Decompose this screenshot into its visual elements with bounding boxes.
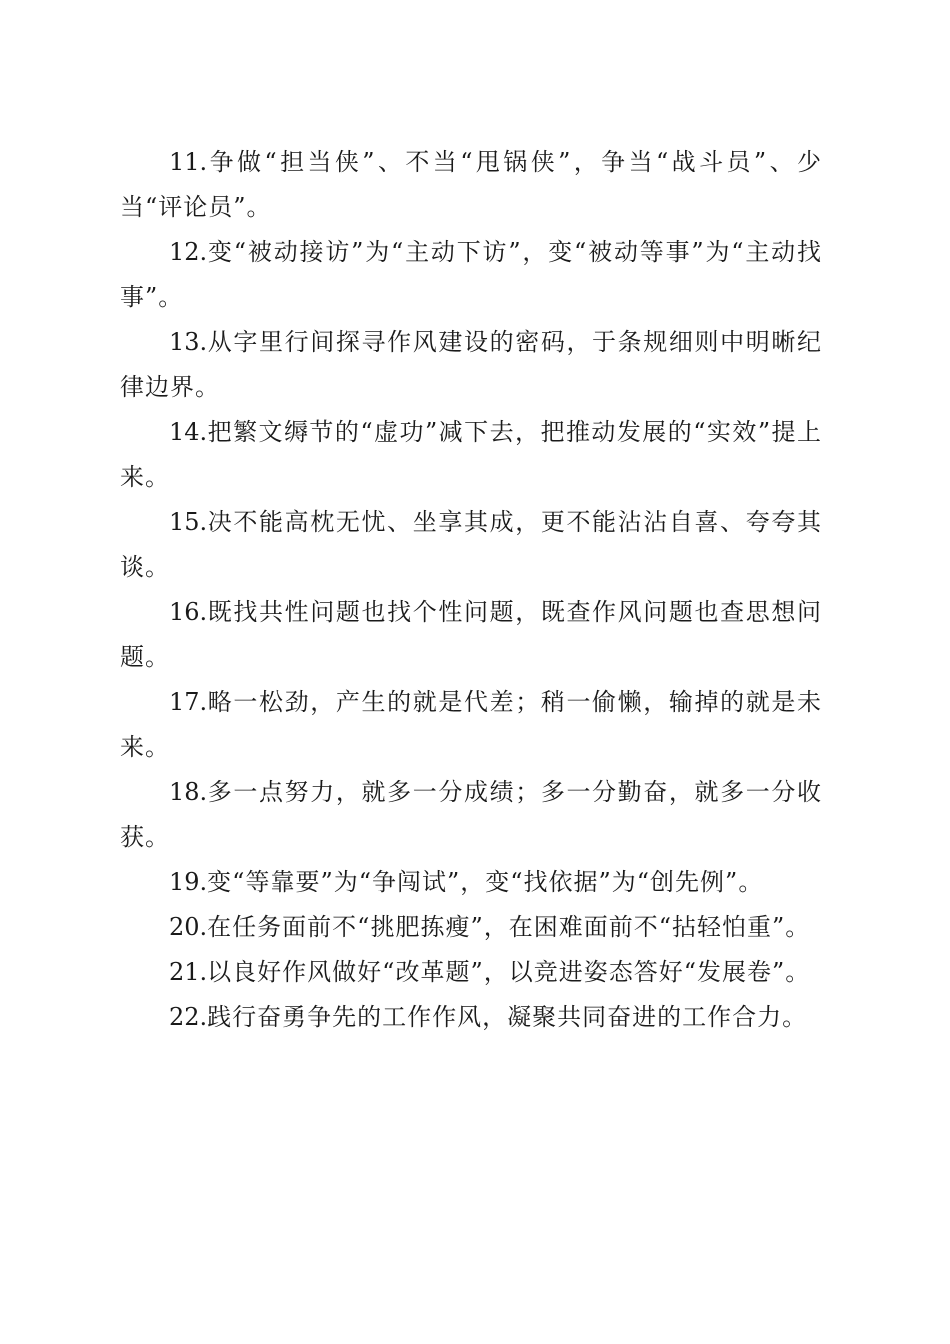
item-number: 16. (169, 598, 208, 626)
item-number: 14. (169, 418, 208, 446)
item-number: 13. (169, 328, 208, 356)
item-number: 21. (169, 958, 208, 986)
item-text: 在任务面前不“挑肥拣瘦”，在困难面前不“拈轻怕重”。 (207, 913, 811, 941)
list-item (120, 905, 822, 950)
item-number: 12. (169, 238, 208, 266)
item-number: 11. (169, 148, 208, 176)
item-text: 变“被动接访”为“主动下访”，变“被动等事”为“主动找事”。 (120, 238, 822, 311)
list-item (120, 140, 822, 230)
item-text: 变“等靠要”为“争闯试”，变“找依据”为“创先例”。 (207, 868, 764, 896)
list-item (120, 590, 822, 680)
item-text: 既找共性问题也找个性问题，既查作风问题也查思想问题。 (120, 598, 822, 671)
item-number: 19. (169, 868, 208, 896)
item-text: 略一松劲，产生的就是代差；稍一偷懒，输掉的就是未来。 (120, 688, 822, 761)
item-text: 以良好作风做好“改革题”，以竞进姿态答好“发展卷”。 (207, 958, 811, 986)
list-item (120, 995, 822, 1040)
list-item (120, 320, 822, 410)
list-item (120, 950, 822, 995)
list-item (120, 680, 822, 770)
document-body (120, 140, 822, 1040)
list-item (120, 770, 822, 860)
item-text: 多一点努力，就多一分成绩；多一分勤奋，就多一分收获。 (120, 778, 822, 851)
list-item (120, 410, 822, 500)
item-number: 20. (169, 913, 208, 941)
item-number: 18. (169, 778, 208, 806)
item-text: 决不能高枕无忧、坐享其成，更不能沾沾自喜、夸夸其谈。 (120, 508, 822, 581)
item-text: 践行奋勇争先的工作作风，凝聚共同奋进的工作合力。 (207, 1003, 808, 1031)
item-text: 争做“担当侠”、不当“甩锅侠”，争当“战斗员”、少当“评论员”。 (120, 148, 822, 221)
item-number: 15. (169, 508, 208, 536)
item-text: 把繁文缛节的“虚功”减下去，把推动发展的“实效”提上来。 (120, 418, 822, 491)
list-item (120, 500, 822, 590)
item-number: 22. (169, 1003, 208, 1031)
item-number: 17. (169, 688, 208, 716)
list-item (120, 230, 822, 320)
item-text: 从字里行间探寻作风建设的密码，于条规细则中明晰纪律边界。 (120, 328, 822, 401)
list-item (120, 860, 822, 905)
